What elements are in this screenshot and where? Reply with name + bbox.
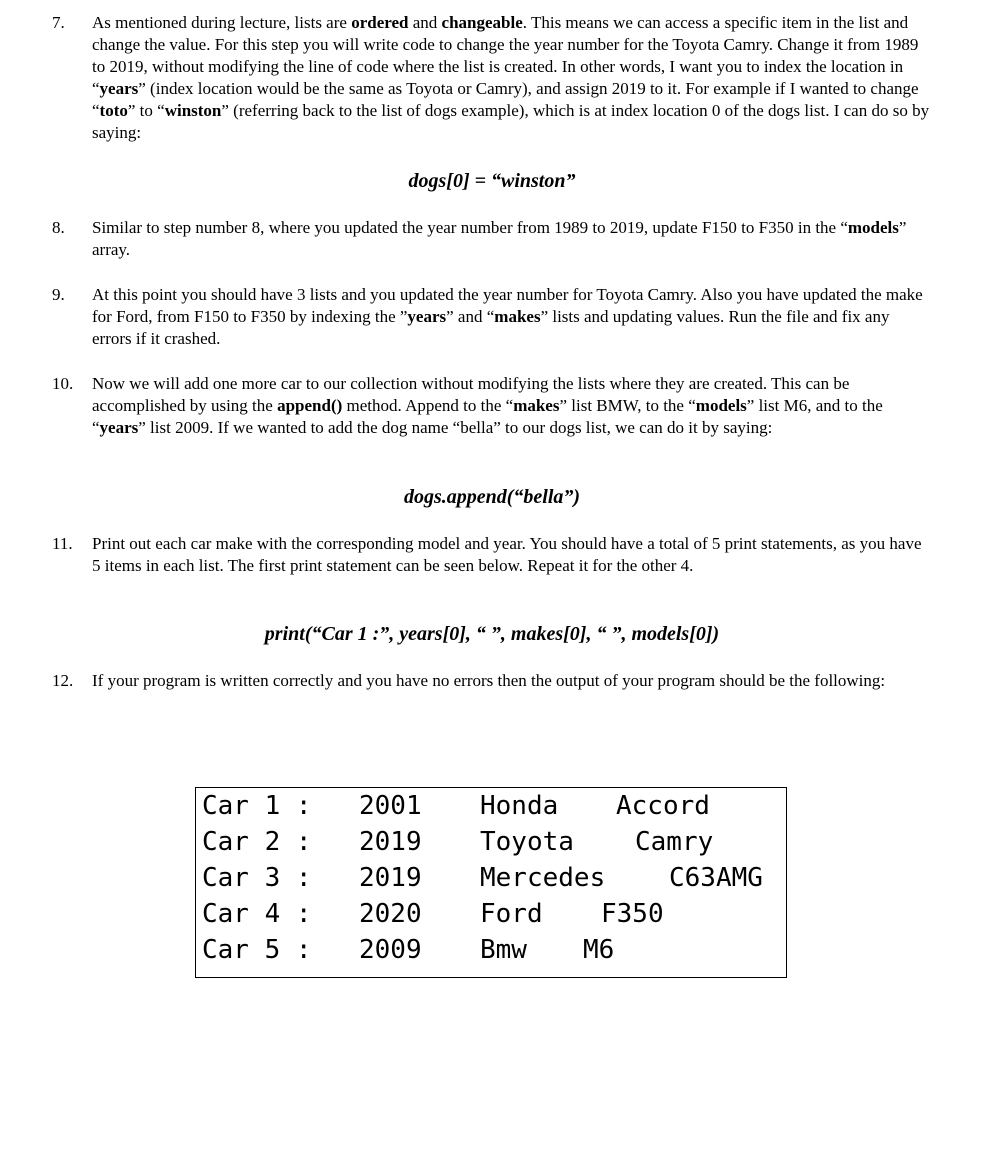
- bold-term: winston: [164, 101, 222, 120]
- output-year: 2019: [359, 827, 422, 857]
- code-example-dogs-append: dogs.append(“bella”): [403, 486, 581, 508]
- output-year: 2001: [359, 791, 422, 821]
- output-row: [202, 788, 710, 825]
- item-text: [92, 217, 932, 261]
- text-run: ” lists and updating values. Run the file and fix any errors if it crashed.: [92, 307, 890, 348]
- bold-term: toto: [99, 101, 128, 120]
- bold-term: append(): [277, 396, 343, 415]
- output-label: Car 2 :: [202, 827, 312, 857]
- text-run: ” to “: [127, 101, 165, 120]
- output-model: M6: [583, 935, 615, 965]
- output-label: Car 3 :: [202, 863, 312, 893]
- text-run: . This means we can access a specific item in the list and change the value. For this step you will write code to change the year number for the Toyota Camry. Change it from 1989 to 2019, without modifying the line of code where the list is created. In other words, I want you to index the location in “: [92, 13, 919, 98]
- bold-term: makes: [494, 307, 541, 326]
- bold-term: changeable: [441, 13, 523, 32]
- output-model: Camry: [635, 827, 714, 857]
- bold-term: years: [99, 79, 139, 98]
- text-run: ” array.: [92, 218, 907, 259]
- item-number: 7.: [52, 13, 65, 32]
- text-run: ” (referring back to the list of dogs example), which is at index location 0 of the dogs list. I can do so by saying:: [92, 101, 930, 142]
- item-text: [92, 12, 932, 144]
- code-example-dogs-index: dogs[0] = “winston”: [408, 170, 576, 192]
- output-model: F350: [601, 899, 664, 929]
- item-text: [92, 373, 932, 439]
- bold-term: makes: [513, 396, 560, 415]
- output-row: [202, 896, 664, 933]
- item-number: 9.: [52, 285, 65, 304]
- item-number: 8.: [52, 218, 65, 237]
- item-text: [92, 670, 932, 692]
- output-make: Toyota: [480, 827, 574, 857]
- output-label: Car 4 :: [202, 899, 312, 929]
- text-run: ” list 2009. If we wanted to add the dog name “bella” to our dogs list, we can do it by saying:: [138, 418, 773, 437]
- text-run: ” and “: [446, 307, 495, 326]
- text-run: Similar to step number 8, where you updated the year number from 1989 to 2019, update F150 to F350 in the “: [92, 218, 848, 237]
- output-row: [202, 824, 714, 861]
- code-example-print: print(“Car 1 :”, years[0], “ ”, makes[0], “ ”, models[0]): [264, 623, 720, 645]
- output-make: Bmw: [480, 935, 527, 965]
- text-run: If your program is written correctly and you have no errors then the output of your program should be the following:: [92, 671, 886, 690]
- output-row: [202, 932, 615, 969]
- bold-term: models: [695, 396, 747, 415]
- output-label: Car 1 :: [202, 791, 312, 821]
- bold-term: years: [99, 418, 139, 437]
- output-row: [202, 860, 763, 897]
- output-model: C63AMG: [669, 863, 763, 893]
- text-run: Now we will add one more car to our collection without modifying the lists where they are created. This can be accomplished by using the: [92, 374, 850, 415]
- output-year: 2009: [359, 935, 422, 965]
- item-number: 10.: [52, 374, 74, 393]
- output-model: Accord: [616, 791, 710, 821]
- bold-term: years: [407, 307, 447, 326]
- output-make: Mercedes: [480, 863, 606, 893]
- output-label: Car 5 :: [202, 935, 312, 965]
- item-text: [92, 533, 932, 577]
- item-number: 11.: [52, 534, 73, 553]
- text-run: Print out each car make with the corresponding model and year. You should have a total of 5 print statements, as you have 5 items in each list. The first print statement can be seen below. Repeat it for the other 4.: [92, 534, 922, 575]
- output-year: 2020: [359, 899, 422, 929]
- bold-term: ordered: [351, 13, 409, 32]
- output-year: 2019: [359, 863, 422, 893]
- item-text: [92, 284, 932, 350]
- text-run: ” list BMW, to the “: [559, 396, 696, 415]
- text-run: and: [408, 13, 442, 32]
- text-run: method. Append to the “: [342, 396, 514, 415]
- text-run: As mentioned during lecture, lists are: [92, 13, 352, 32]
- text-run: ” (index location would be the same as Toyota or Camry), and assign 2019 to it. For example if I wanted to change “: [92, 79, 919, 120]
- text-run: ” list M6, and to the “: [92, 396, 883, 437]
- bold-term: models: [847, 218, 899, 237]
- item-number: 12.: [52, 671, 74, 690]
- output-make: Ford: [480, 899, 543, 929]
- text-run: At this point you should have 3 lists and you updated the year number for Toyota Camry. Also you have updated the make for Ford, from F150 to F350 by indexing the ”: [92, 285, 923, 326]
- program-output-box: [195, 787, 787, 978]
- output-make: Honda: [480, 791, 559, 821]
